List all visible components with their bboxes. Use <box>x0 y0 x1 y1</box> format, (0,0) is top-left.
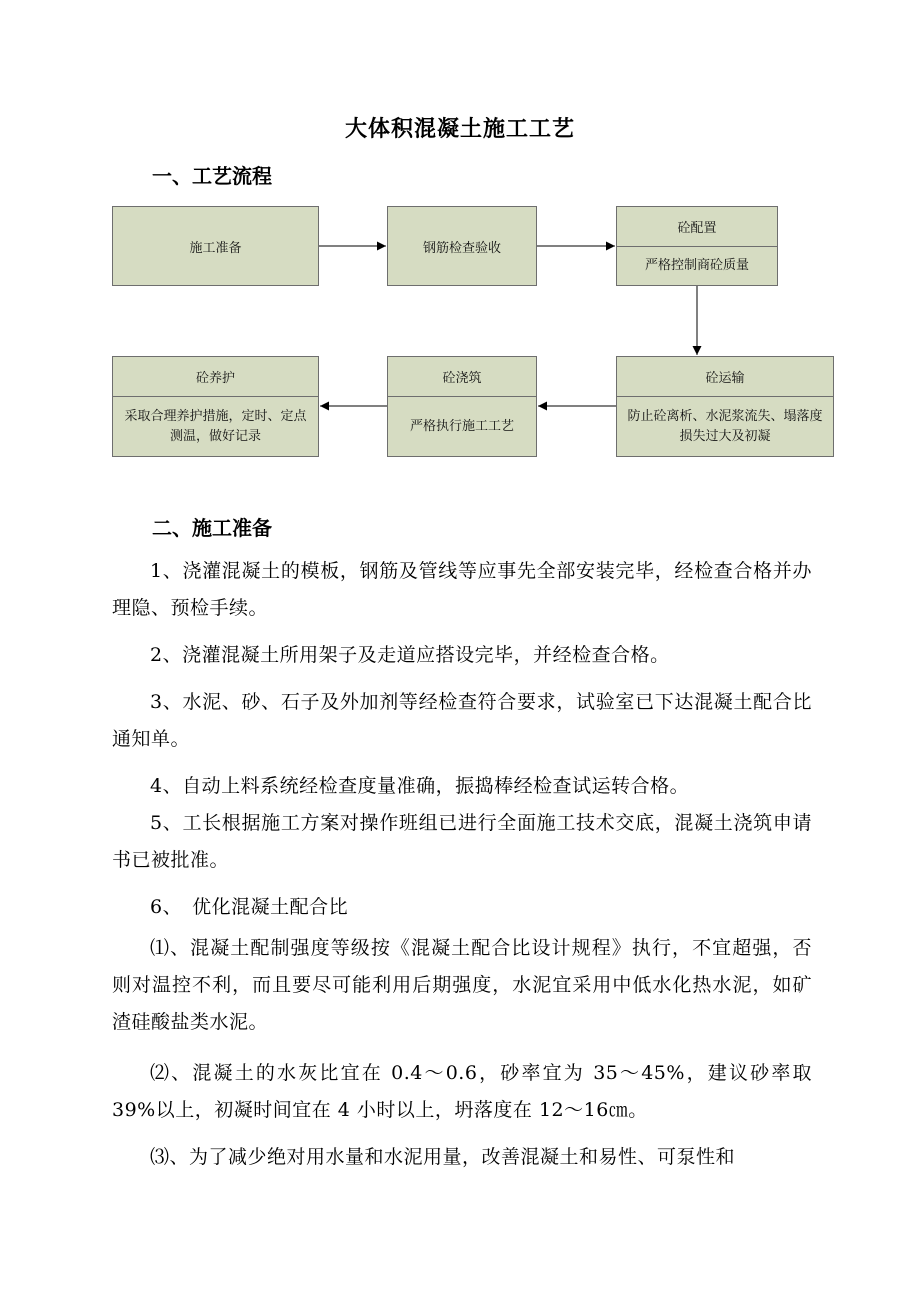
section-heading-process-flow: 一、工艺流程 <box>152 164 272 188</box>
flow-box-body: 严格执行施工工艺 <box>409 418 514 434</box>
flow-box-body: 严格控制商砼质量 <box>644 258 749 273</box>
paragraph-6: 6、 优化混凝土配合比 <box>150 896 349 918</box>
flow-box-title: 砼配置 <box>617 207 777 247</box>
paragraph-3: 3、水泥、砂、石子及外加剂等经检查符合要求，试验室已下达混凝土配合比通知单。 <box>112 691 812 750</box>
flow-box-body: 采取合理养护措施，定时、定点测温，做好记录 <box>124 408 307 444</box>
paragraph-6-3: ⑶、为了减少绝对用水量和水泥用量，改善混凝土和易性、可泵性和 <box>150 1146 736 1168</box>
paragraph-2: 2、浇灌混凝土所用架子及走道应搭设完毕，并经检查合格。 <box>150 644 670 666</box>
flow-box-title: 砼浇筑 <box>388 357 536 397</box>
paragraph-4: 4、自动上料系统经检查度量准确，振捣棒经检查试运转合格。 <box>150 775 690 797</box>
flow-box-label: 钢筋检查验收 <box>422 240 501 256</box>
paragraph-6-1: ⑴、混凝土配制强度等级按《混凝土配合比设计规程》执行，不宜超强，否则对温控不利，而且要尽可能利用后期强度，水泥宜采用中低水化热水泥，如矿渣硅酸盐类水泥。 <box>112 937 812 1033</box>
flow-box-body: 防止砼离析、水泥浆流失、塌落度损失过大及初凝 <box>627 408 823 444</box>
flow-box-label: 施工准备 <box>189 240 242 256</box>
paragraph-6-2: ⑵、混凝土的水灰比宜在 0.4～0.6，砂率宜为 35～45%，建议砂率取 39%以上，初凝时间宜在 4 小时以上，坍落度在 12～16㎝。 <box>112 1062 812 1121</box>
paragraph-5: 5、工长根据施工方案对操作班组已进行全面施工技术交底，混凝土浇筑申请书已被批准。 <box>112 812 812 871</box>
paragraph-1: 1、浇灌混凝土的模板，钢筋及管线等应事先全部安装完毕，经检查合格并办理隐、预检手续。 <box>112 560 812 619</box>
flow-box-title: 砼运输 <box>617 357 833 397</box>
flow-box-title: 砼养护 <box>113 357 318 397</box>
flowchart-arrows <box>0 0 920 500</box>
page-title: 大体积混凝土施工工艺 <box>344 117 575 142</box>
section-heading-construction-prep: 二、施工准备 <box>152 516 272 540</box>
